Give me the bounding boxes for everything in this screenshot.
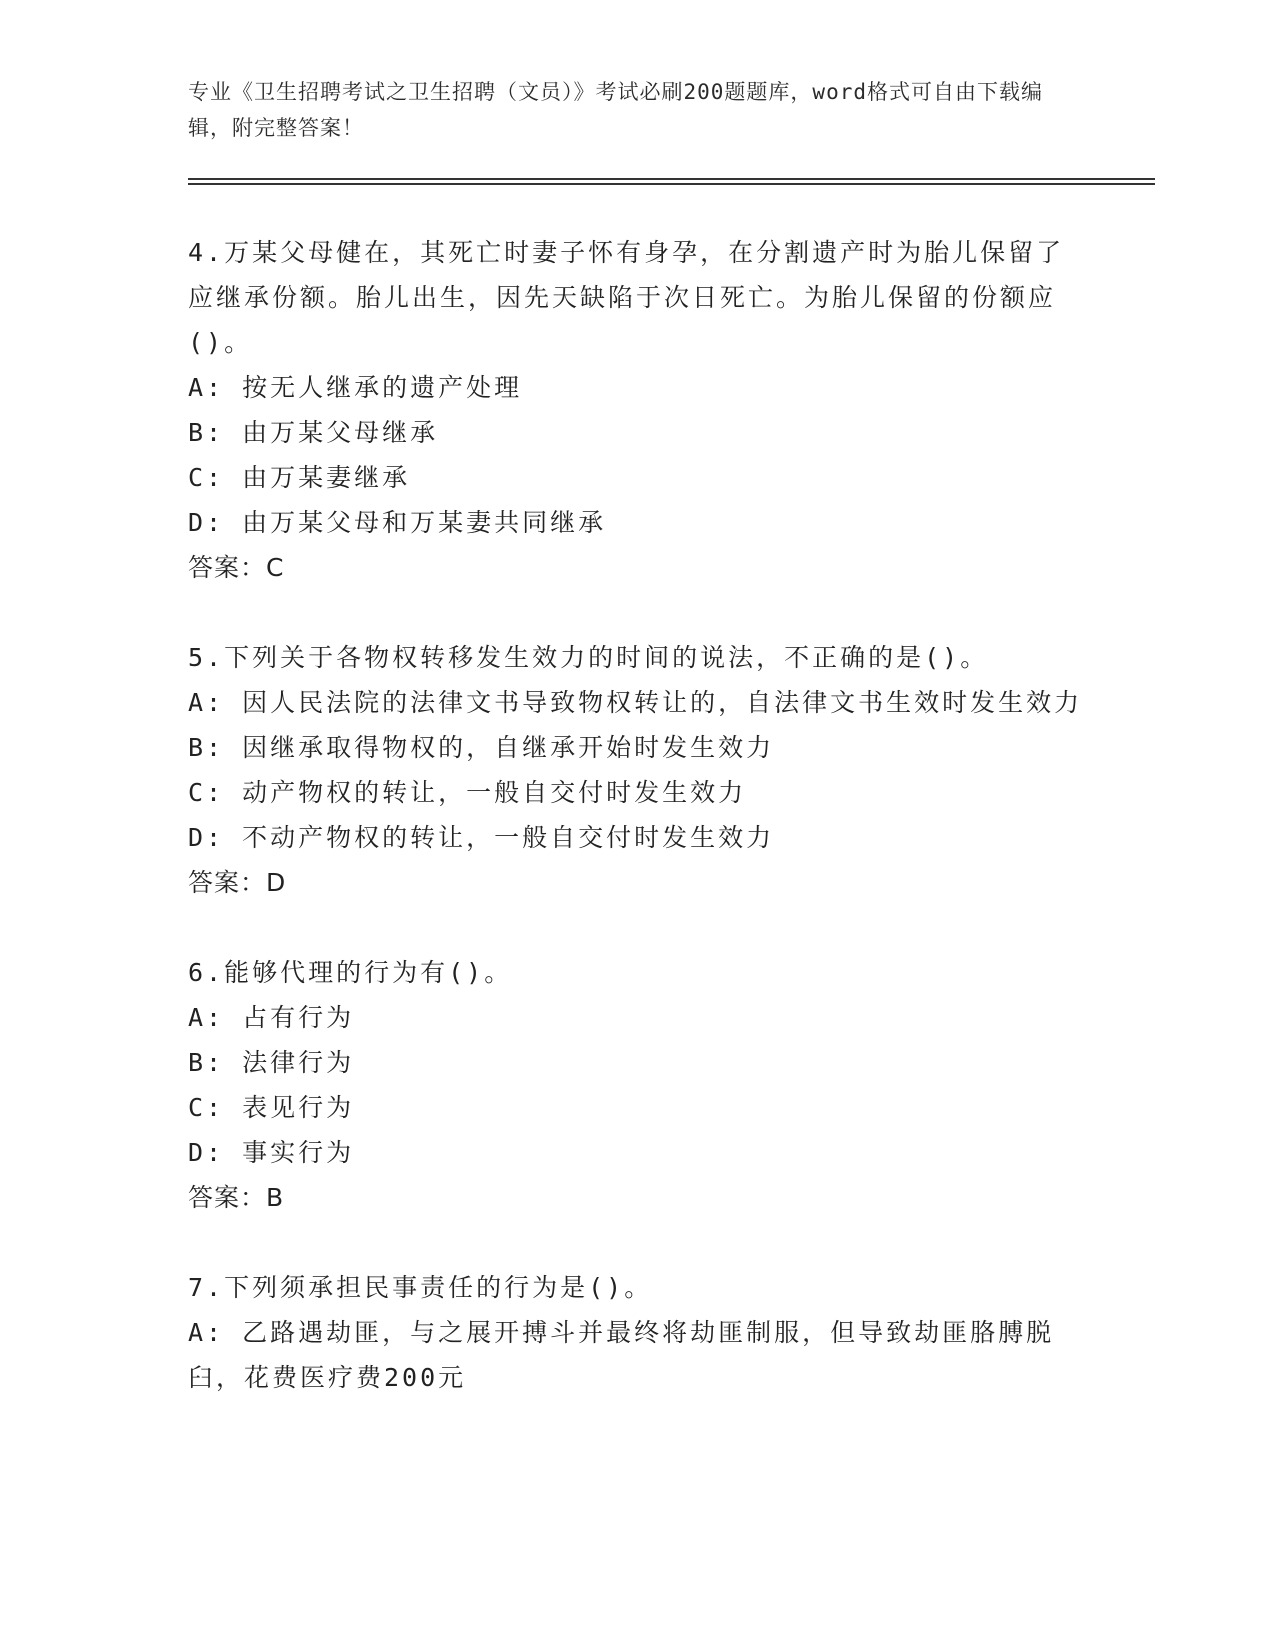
option-b: B: 由万某父母继承 xyxy=(188,418,439,447)
option-d: D: 由万某父母和万某妻共同继承 xyxy=(188,508,607,537)
option-d: D: 事实行为 xyxy=(188,1138,355,1167)
header-divider-bottom xyxy=(188,183,1155,185)
option-a: A: 因人民法院的法律文书导致物权转让的，自法律文书生效时发生效力 xyxy=(188,688,1083,717)
question-list xyxy=(188,230,1088,1445)
option-c: C: 动产物权的转让，一般自交付时发生效力 xyxy=(188,778,747,807)
option-c: C: 由万某妻继承 xyxy=(188,463,411,492)
question-stem: 6.能够代理的行为有()。 xyxy=(188,958,513,987)
answer: 答案：B xyxy=(188,1183,285,1212)
answer: 答案：C xyxy=(188,553,285,582)
option-b: B: 因继承取得物权的，自继承开始时发生效力 xyxy=(188,733,775,762)
question-6 xyxy=(188,950,1088,1220)
option-a: A: 占有行为 xyxy=(188,1003,355,1032)
question-stem: 5.下列关于各物权转移发生效力的时间的说法，不正确的是()。 xyxy=(188,643,989,672)
option-c: C: 表见行为 xyxy=(188,1093,355,1122)
header-divider-top xyxy=(188,178,1155,180)
question-stem: 7.下列须承担民事责任的行为是()。 xyxy=(188,1273,653,1302)
question-5 xyxy=(188,635,1088,905)
option-d: D: 不动产物权的转让，一般自交付时发生效力 xyxy=(188,823,775,852)
option-a: A: 乙路遇劫匪，与之展开搏斗并最终将劫匪制服，但导致劫匪胳膊脱臼，花费医疗费200元 xyxy=(188,1318,1055,1392)
document-header: 专业《卫生招聘考试之卫生招聘（文员）》考试必刷200题题库，word格式可自由下载编辑，附完整答案！ xyxy=(188,80,1043,140)
answer: 答案：D xyxy=(188,868,287,897)
question-7 xyxy=(188,1265,1088,1400)
option-b: B: 法律行为 xyxy=(188,1048,355,1077)
question-stem: 4.万某父母健在，其死亡时妻子怀有身孕，在分割遗产时为胎儿保留了应继承份额。胎儿出生，因先天缺陷于次日死亡。为胎儿保留的份额应()。 xyxy=(188,238,1065,357)
question-4 xyxy=(188,230,1088,590)
option-a: A: 按无人继承的遗产处理 xyxy=(188,373,523,402)
